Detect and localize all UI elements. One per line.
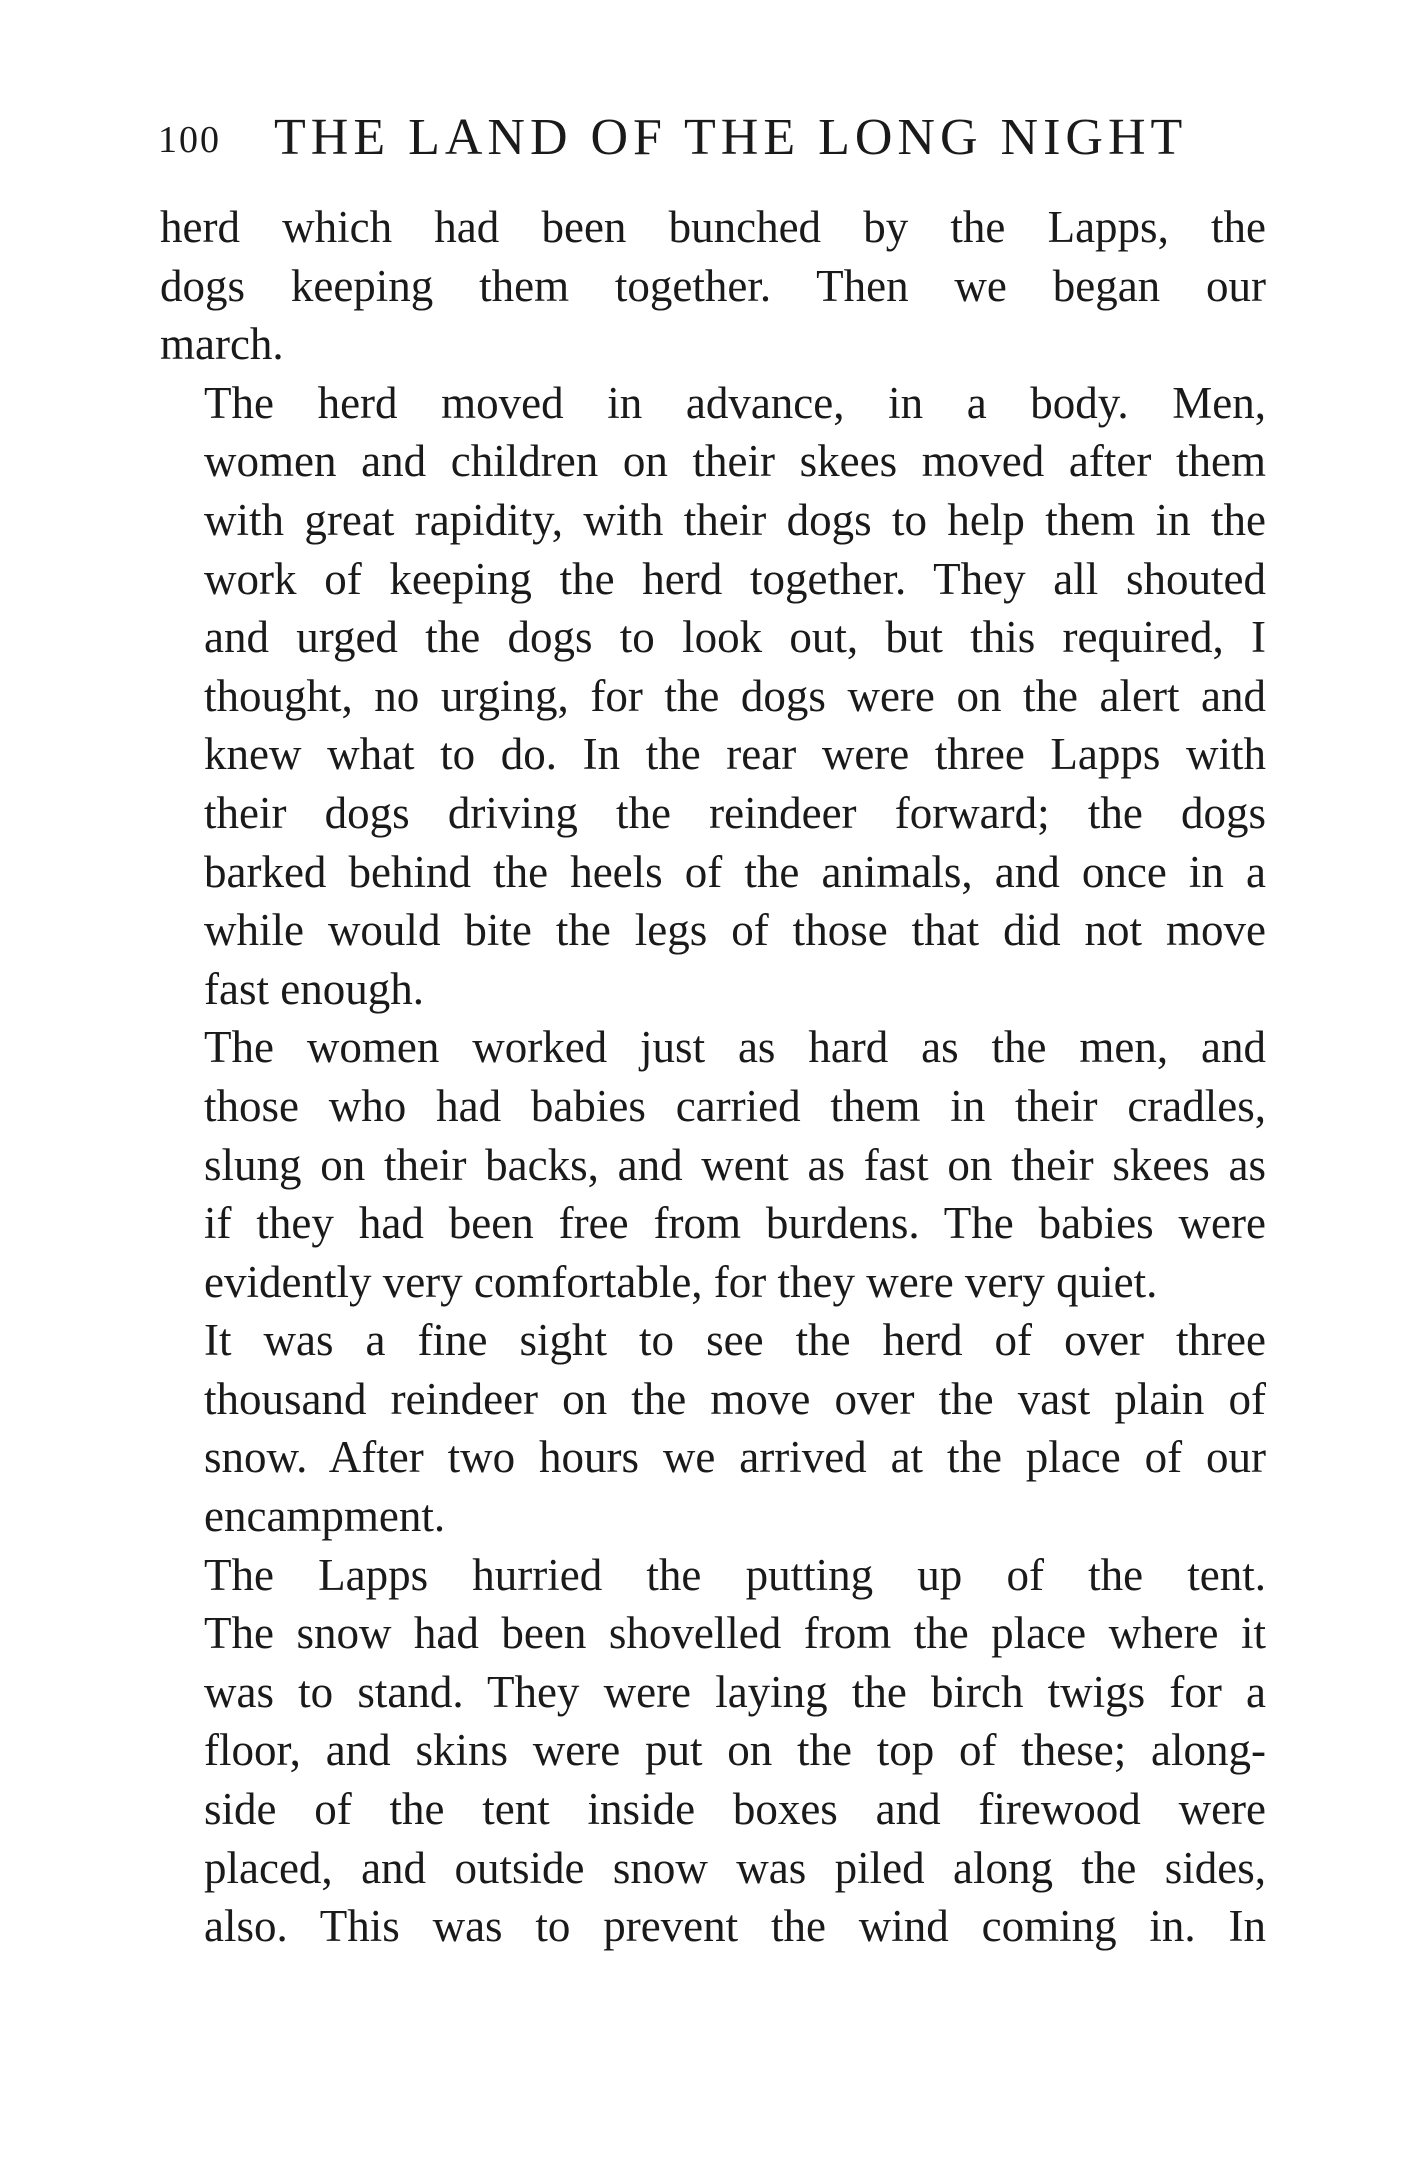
text-line: The snow had been shovelled from the place where it xyxy=(204,1608,1266,1659)
text-line: slung on their backs, and went as fast on their skees as xyxy=(204,1139,1266,1190)
text-line: work of keeping the herd together. They all shouted xyxy=(204,553,1266,604)
text-line: if they had been free from burdens. The babies were xyxy=(204,1198,1266,1249)
text-line: and urged the dogs to look out, but this required, I xyxy=(204,612,1266,663)
running-title: THE LAND OF THE LONG NIGHT xyxy=(274,109,1188,166)
paragraph-4 xyxy=(160,1311,1266,1545)
text-line: The herd moved in advance, in a body. Men, xyxy=(204,377,1266,428)
page-number: 100 xyxy=(158,119,221,161)
text-line: march. xyxy=(160,319,284,370)
text-line: floor, and skins were put on the top of these; along- xyxy=(204,1725,1266,1776)
text-line: The women worked just as hard as the men, and xyxy=(204,1022,1266,1073)
text-line: herd which had been bunched by the Lapps, the xyxy=(160,202,1266,252)
text-line: women and children on their skees moved after them xyxy=(204,436,1266,487)
text-line: dogs keeping them together. Then we began our xyxy=(160,260,1266,311)
page-header xyxy=(158,108,1266,168)
text-line: fast enough. xyxy=(204,963,424,1014)
text-line: while would bite the legs of those that did not move xyxy=(204,905,1266,956)
body-text xyxy=(160,198,1266,1956)
text-line: evidently very comfortable, for they were very quiet. xyxy=(204,1256,1158,1307)
text-line: those who had babies carried them in their cradles, xyxy=(204,1080,1266,1131)
text-line: was to stand. They were laying the birch twigs for a xyxy=(204,1666,1266,1717)
text-line: side of the tent inside boxes and firewood were xyxy=(204,1784,1266,1835)
text-line: their dogs driving the reindeer forward; the dogs xyxy=(204,787,1266,838)
text-line: The Lapps hurried the putting up of the tent. xyxy=(204,1549,1266,1600)
text-line: barked behind the heels of the animals, and once in a xyxy=(204,846,1266,897)
text-line: knew what to do. In the rear were three Lapps with xyxy=(204,729,1266,780)
text-line: It was a fine sight to see the herd of over three xyxy=(204,1315,1266,1366)
text-line: placed, and outside snow was piled along the sides, xyxy=(204,1842,1266,1893)
text-line: thought, no urging, for the dogs were on the alert and xyxy=(204,670,1266,721)
text-line: snow. After two hours we arrived at the place of our xyxy=(204,1432,1266,1483)
text-line: also. This was to prevent the wind coming in. In xyxy=(204,1901,1266,1952)
paragraph-3 xyxy=(160,1018,1266,1311)
text-line: with great rapidity, with their dogs to help them in the xyxy=(204,494,1266,545)
paragraph-2 xyxy=(160,374,1266,1019)
text-line: thousand reindeer on the move over the vast plain of xyxy=(204,1373,1266,1424)
paragraph-1 xyxy=(160,198,1266,374)
paragraph-5 xyxy=(160,1546,1266,1956)
text-line: encampment. xyxy=(204,1491,446,1542)
